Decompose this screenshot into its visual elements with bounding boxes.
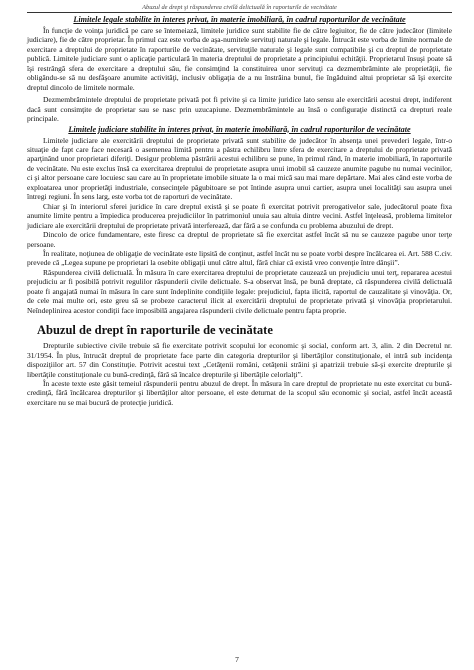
heading-legal-limits: Limitele legale stabilite în interes privat, în materie imobiliară, în cadrul raporturilor de vecinătate (73, 15, 406, 24)
running-header: Abuzul de drept şi răspunderea civilă delictuală în raporturile de vecinătate (142, 4, 337, 11)
paragraph-5: Dincolo de orice fundamentare, este firesc ca dreptul de proprietate să fie exercitat astfel încât să nu se cauzeze pagube unor terţe persoane. (27, 230, 452, 249)
paragraph-2: Dezmembrămintele dreptului de proprietate privată pot fi privite şi ca limite juridice lato sensu ale exercitării acestui drept, indiferent dacă sunt consimţite de proprietar sau se nasc prin uzucapiune. Dezmembrămintele au însă o configuraţie distinctă ca drepturi reale principale. (27, 95, 452, 124)
page-number: 7 (235, 655, 239, 664)
paragraph-7: Răspunderea civilă delictuală. În măsura în care exercitarea dreptului de proprietate cauzează un prejudiciu unui terţ, repararea acestui prejudiciu ar fi posibilă potrivit regulilor răspunderii civile delictuale. S-a observat însă, pe bună dreptate, că răspunderea civilă delictuală poate fi angajată numai în măsura în care sunt îndeplinite condiţiile legale: prejudiciul, fapta ilicită, raportul de cauzalitate şi vinovăţia. Or, de cele mai multe ori, este greu să se probeze caracterul ilicit al exercitării dreptului de proprietate privată şi vinovăţia proprietarului. Neîndeplinirea acestor condiţii face imposibilă angajarea răspunderii civile delictuale pentru fapta proprie. (27, 267, 452, 315)
paragraph-4: Chiar şi în interiorul sferei juridice în care dreptul există şi se poate fi exercitat potrivit prerogativelor sale, judecătorul poate fixa anumite limite pentru a împiedica producerea prejudiciilor în patrimoniul unuia sau altuia dintre vecini. Astfel înţeleasă, problema limitelor judiciare ale exercitării dreptului de proprietate privată interferează, dar fără a se confunda cu problema abuzului de drept. (27, 201, 452, 230)
header-rule (27, 12, 452, 13)
paragraph-1: În funcţie de voinţa juridică pe care se întemeiază, limitele juridice sunt stabilite fie de către legiuitor, fie de către judecător (limitele judiciare), fie de către proprietar. În primul caz este vorba de aşa-numitele servituţi naturale şi legale. Întrucât este vorba de limite normale de exercitare a dreptului de proprietate în raporturile de vecinătate, servituţile naturale şi legale sunt compatibile şi cu dreptul de proprietate publică. Limitele judiciare sunt o aplicaţie particulară în materia dreptului de proprietate a principiului echităţii. Proprietarul însuşi poate să îşi restrângă sfera de exercitare a dreptului său, fie consimţind la constituirea unor servituţi ca dezmembrăminte ale proprietăţii, fie obligându-se să nu desfăşoare anumite activităţi, inclusiv obligaţia de a nu înstrăina bunul, fie îngăduind altui proprietar să îşi exercite dreptul dincolo de limitele normale. (27, 26, 452, 92)
paragraph-3: Limitele judiciare ale exercitării dreptului de proprietate privată sunt stabilite de judecător în absenţa unei prevederi legale, într-o situaţie de fapt care face necesară o asemenea limită pentru a păstra echilibru între sfera de exercitare a dreptului de proprietate privată aparţinând unor proprietari diferiţi. Desigur problema păstrării acestui echilibru se pune, în primul rând, în materie imobiliară, în raporturile de vecinătate. Nu este exclus însă ca exercitarea dreptului de proprietate asupra unui imobil să cauzeze anumite pagube nu numai vecinilor, ci şi altor persoane care locuiesc sau care au în proprietate imobile situate la o mai mică sau mai mare depărtare. Mai ales când este vorba de exploatarea unor proprietăţi industriale, consecinţele păgubitoare se pot întinde asupra unui cartier, asupra unei localităţi sau asupra unei întregi regiuni. În sens larg, este vorba tot de raporturi de vecinătate. (27, 135, 452, 202)
paragraph-8: Drepturile subiective civile trebuie să fie exercitate potrivit scopului lor economic şi social, conform art. 3, alin. 2 din Decretul nr. 31/1954. În plus, întrucât dreptul de proprietate face parte din categoria drepturilor şi libertăţilor constituţionale, el intră sub incidenţa dispoziţiilor art. 57 din Constituţie. Potrivit acestui text „Cetăţenii români, cetăţenii străini şi apatrizii trebuie să-şi exercite drepturile şi libertăţile constituţionale cu bună-credinţă, fără să încalce drepturile şi libertăţile celorlalţi”. (27, 341, 452, 379)
paragraph-6: În realitate, noţiunea de obligaţie de vecinătate este lipsită de conţinut, astfel încât nu se poate vorbi despre încălcarea ei. Art. 588 C.civ. prevede că „Legea supune pe proprietari la osebite obligaţii unul către altul, fără chiar că există vreo convenţie între dânşii”. (27, 248, 452, 268)
section-title: Abuzul de drept în raporturile de vecinătate (37, 323, 273, 338)
heading-judicial-limits: Limitele judiciare stabilite în interes privat, în materie imobiliară, în cadrul raporturilor de vecinătate (68, 124, 411, 134)
paragraph-9: În aceste texte este găsit temeiul răspunderii pentru abuzul de drept. În măsura în care dreptul de proprietate nu este exercitat cu bună-credinţă, fără încălcarea drepturilor şi libertăţilor altor persoane, el este deturnat de la scopul său economic şi social, astfel încât această exercitare nu se mai bucură de protecţie juridică. (27, 378, 452, 407)
